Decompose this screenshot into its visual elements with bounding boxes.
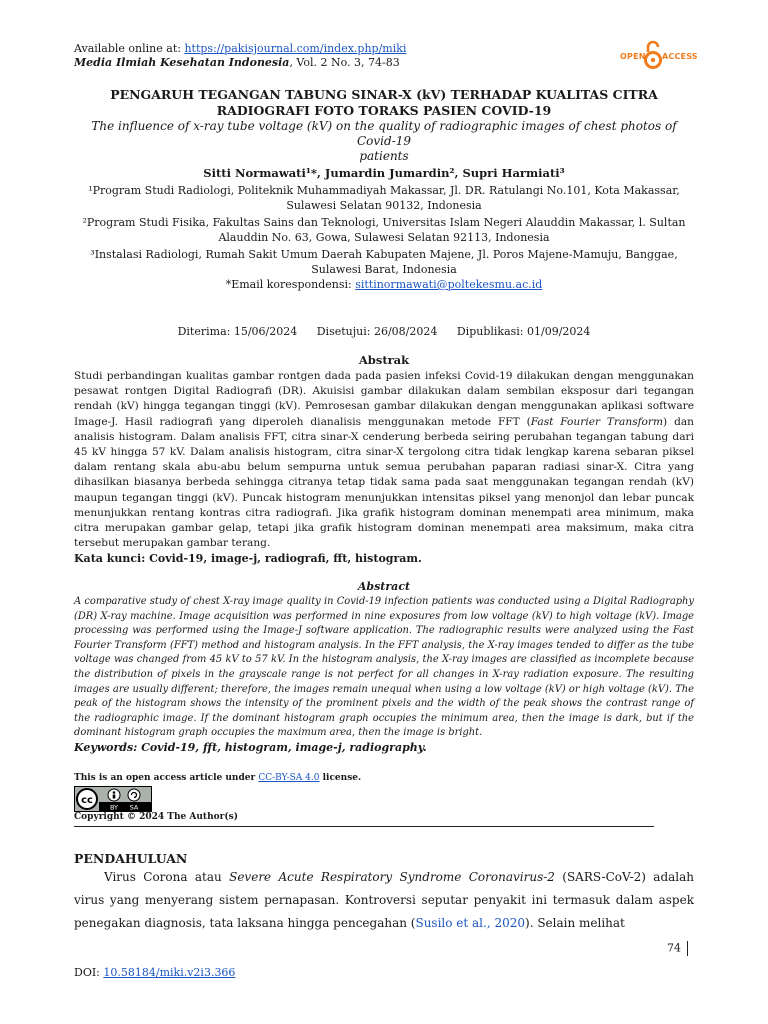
journal-url-link[interactable]: https://pakisjournal.com/index.php/miki — [184, 42, 407, 55]
abstrak-text-1: Studi perbandingan kualitas gambar rontgen dada pada pasien infeksi Covid-19 dilakukan dengan menggunakan pesawat rontgen Digital Radiografi (DR). Akuisisi gambar dilakukan dalam sembilan eksposur dari tegangan rendah (kV) hingga tegangan tinggi (kV). Pemrosesan gambar dilakukan dengan menggunakan aplikasi software Image-J. Hasil radiografi yang diperoleh dianalisis menggunakan metode FFT ( — [74, 370, 694, 428]
article-dates — [74, 325, 694, 338]
page-number-bar — [687, 941, 688, 956]
cc-badge-graphic — [75, 787, 151, 811]
citation-link[interactable]: Susilo et al., 2020 — [415, 916, 526, 930]
cc-license-link[interactable]: CC-BY-SA 4.0 — [258, 773, 320, 783]
abstrak-italic-term: Fast Fourier Transform — [530, 415, 664, 428]
sa-badge-text: SA — [129, 803, 139, 811]
license-prefix: This is an open access article under — [74, 773, 259, 783]
abstrak-text-2: ) dan analisis histogram. Dalam analisis FFT, citra sinar-X cenderung berbeda seiring perubahan tegangan tabung dari 45 kV hingga 57 kV. Dalam analisis histogram, citra sinar-X tergolong citra tidak lengkap karena sebaran piksel dalam rentang skala abu-abu belum sempurna untuk semua perubahan paparan radiasi sinar-X. Citra yang dihasilkan biasanya berbeda sehingga citranya tetap tidak sama pada saat menggunakan tegangan rendah (kV) maupun tegangan tinggi (kV). Puncak histogram menunjukkan intensitas piksel yang menonjol dan lebar puncak menunjukkan rentang kontras citra radiografi. Jika grafik histogram dominan menempati area minimum, maka citra merupakan gambar gelap, tetapi jika grafik histogram dominan menempati area maksimum, maka citra tersebut merupakan gambar terang. — [74, 415, 694, 550]
article-subtitle — [74, 119, 694, 164]
doi-label: DOI: — [74, 966, 104, 979]
intro-paragraph — [74, 866, 694, 935]
page-number-text: 74 — [667, 941, 681, 955]
affiliation-2-line-2: Alauddin No. 63, Gowa, Sulawesi Selatan 92113, Indonesia — [218, 231, 550, 244]
affiliation-2-line-1: ²Program Studi Fisika, Fakultas Sains dan Teknologi, Universitas Islam Negeri Alauddin Makassar, l. Sultan — [82, 216, 686, 229]
article-title — [74, 87, 694, 119]
subtitle-line-1: The influence of x-ray tube voltage (kV) on the quality of radiographic images of chest photos of Covid-19 — [91, 119, 677, 148]
journal-header — [74, 42, 406, 70]
correspondence-email — [74, 277, 694, 292]
abstrak-heading: Abstrak — [358, 353, 410, 367]
license-suffix: license. — [319, 773, 362, 783]
affiliation-2 — [74, 215, 694, 245]
available-label: Available online at: — [74, 42, 185, 55]
keywords: Keywords: Covid-19, fft, histogram, image-j, radiography. — [74, 741, 427, 754]
intro-text-3: ). Selain melihat — [525, 916, 625, 930]
affiliation-1-line-2: Sulawesi Selatan 90132, Indonesia — [286, 199, 482, 212]
open-access-lock-icon — [644, 40, 662, 70]
volume-info: , Vol. 2 No. 3, 74-83 — [289, 56, 400, 69]
intro-text-1: Virus Corona atau — [104, 870, 230, 884]
page-number — [667, 941, 688, 956]
affiliation-1-line-1: ¹Program Studi Radiologi, Politeknik Muhammadiyah Makassar, Jl. DR. Ratulangi No.101, Kota Makassar, — [88, 184, 680, 197]
author-list: Sitti Normawati¹*, Jumardin Jumardin², Supri Harmiati³ — [203, 166, 565, 180]
doi-line — [74, 966, 235, 979]
by-badge-text: BY — [109, 803, 119, 811]
published-date: Dipublikasi: 01/09/2024 — [456, 325, 591, 338]
accepted-date: Disetujui: 26/08/2024 — [316, 325, 438, 338]
available-online-line — [74, 42, 406, 56]
email-label: *Email korespondensi: — [225, 278, 356, 291]
copyright-notice: Copyright © 2024 The Author(s) — [74, 812, 238, 822]
section-heading-pendahuluan: PENDAHULUAN — [74, 851, 188, 866]
doi-link[interactable]: 10.58184/miki.v2i3.366 — [103, 966, 236, 979]
received-date: Diterima: 15/06/2024 — [177, 325, 298, 338]
email-link[interactable]: sittinormawati@poltekesmu.ac.id — [355, 278, 543, 291]
abstrak-body — [74, 369, 694, 551]
affiliation-3-line-2: Sulawesi Barat, Indonesia — [311, 263, 457, 276]
title-line-2: RADIOGRAFI FOTO TORAKS PASIEN COVID-19 — [216, 103, 552, 118]
subtitle-line-2: patients — [359, 149, 409, 163]
oa-open-text: OPEN — [620, 52, 646, 61]
affiliation-3 — [74, 247, 694, 277]
license-line — [74, 773, 361, 783]
cc-by-sa-badge[interactable] — [74, 786, 152, 812]
citation-line — [74, 56, 406, 70]
affiliation-1 — [74, 183, 694, 213]
header-divider — [74, 826, 654, 827]
journal-name: Media Ilmiah Kesehatan Indonesia — [74, 56, 290, 69]
cc-badge-text: cc — [81, 795, 93, 806]
open-access-logo — [620, 40, 700, 72]
affiliation-3-line-1: ³Instalasi Radiologi, Rumah Sakit Umum Daerah Kabupaten Majene, Jl. Poros Majene-Mamuju, Banggae, — [90, 248, 678, 261]
oa-access-text: ACCESS — [662, 52, 698, 61]
abstract-body: A comparative study of chest X-ray image quality in Covid-19 infection patients was conducted using a Digital Radiography (DR) X-ray machine. Image acquisition was performed in nine exposures from low voltage (kV) to high voltage (kV). Image processing was performed using the Image-J software application. The radiographic results were analyzed using the Fast Fourier Transform (FFT) method and histogram analysis. In the FFT analysis, the X-ray images tended to differ as the tube voltage was changed from 45 kV to 57 kV. In the histogram analysis, the X-ray images are classified as incomplete because the distribution of pixels in the grayscale range is not perfect for all changes in X-ray radiation exposure. The resulting images are usually different; therefore, the images remain unequal when using a low voltage (kV) or high voltage (kV). The peak of the histogram shows the intensity of the prominent pixels and the width of the peak shows the contrast range of the radiographic image. If the dominant histogram graph occupies the minimum area, then the image is dark, but if the dominant histogram graph occupies the maximum area, then the image is bright. — [74, 596, 694, 739]
abstract-heading: Abstract — [357, 580, 411, 593]
intro-text-2: (SARS-CoV-2) adalah virus yang menyerang sistem pernapasan. Kontroversi seputar penyakit ini termasuk dalam aspek penegakan diagnosis, tata laksana hingga pencegahan ( — [74, 870, 695, 930]
intro-italic-term: Severe Acute Respiratory Syndrome Coronavirus-2 — [229, 870, 555, 884]
title-line-1: PENGARUH TEGANGAN TABUNG SINAR-X (kV) TERHADAP KUALITAS CITRA — [110, 87, 658, 102]
kata-kunci: Kata kunci: Covid-19, image-j, radiografi, fft, histogram. — [74, 552, 422, 565]
